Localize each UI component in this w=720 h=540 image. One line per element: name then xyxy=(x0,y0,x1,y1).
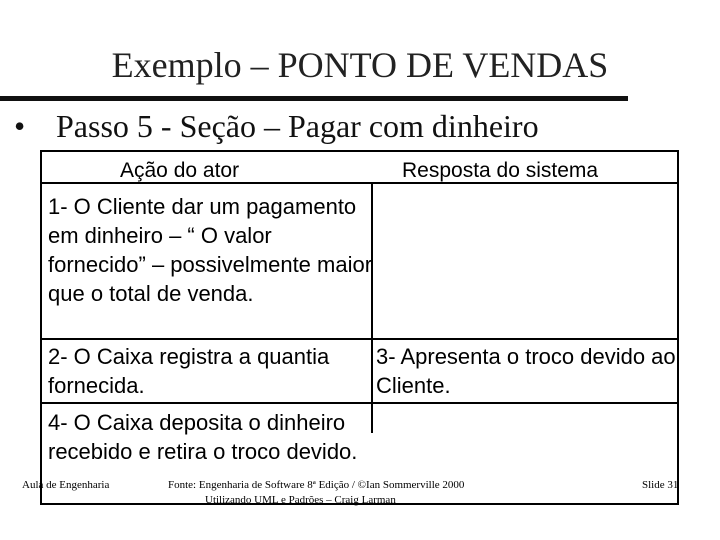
row-divider xyxy=(42,402,677,404)
row-divider xyxy=(42,338,677,340)
row-divider xyxy=(42,182,677,184)
footer-source: Fonte: Engenharia de Software 8ª Edição / ©Ian Sommerville 2000 xyxy=(168,479,465,491)
header-system: Resposta do sistema xyxy=(402,159,599,182)
title-underline xyxy=(0,96,628,101)
row1-actor: 1- O Cliente dar um pagamento em dinheiro – “ O valor fornecido” – possivelmente maior que o total de venda. xyxy=(48,194,373,306)
row2-system: 3- Apresenta o troco devido ao Cliente. xyxy=(376,344,676,398)
bullet-text: Passo 5 - Seção – Pagar com dinheiro xyxy=(56,108,539,144)
use-case-table xyxy=(40,150,679,505)
bullet-icon: • xyxy=(14,108,26,144)
slide-number: Slide 31 xyxy=(642,479,679,491)
footer-left: Aula de Engenharia xyxy=(22,479,110,491)
header-actor: Ação do ator xyxy=(120,159,240,182)
bullet-item xyxy=(14,108,539,145)
row2-actor: 2- O Caixa registra a quantia fornecida. xyxy=(48,344,330,398)
row3-actor: 4- O Caixa deposita o dinheiro recebido e retira o troco devido. xyxy=(48,410,358,464)
slide-title: Exemplo – PONTO DE VENDAS xyxy=(111,45,609,85)
footer-source-book: Utilizando UML e Padrões – Craig Larman xyxy=(205,494,396,506)
